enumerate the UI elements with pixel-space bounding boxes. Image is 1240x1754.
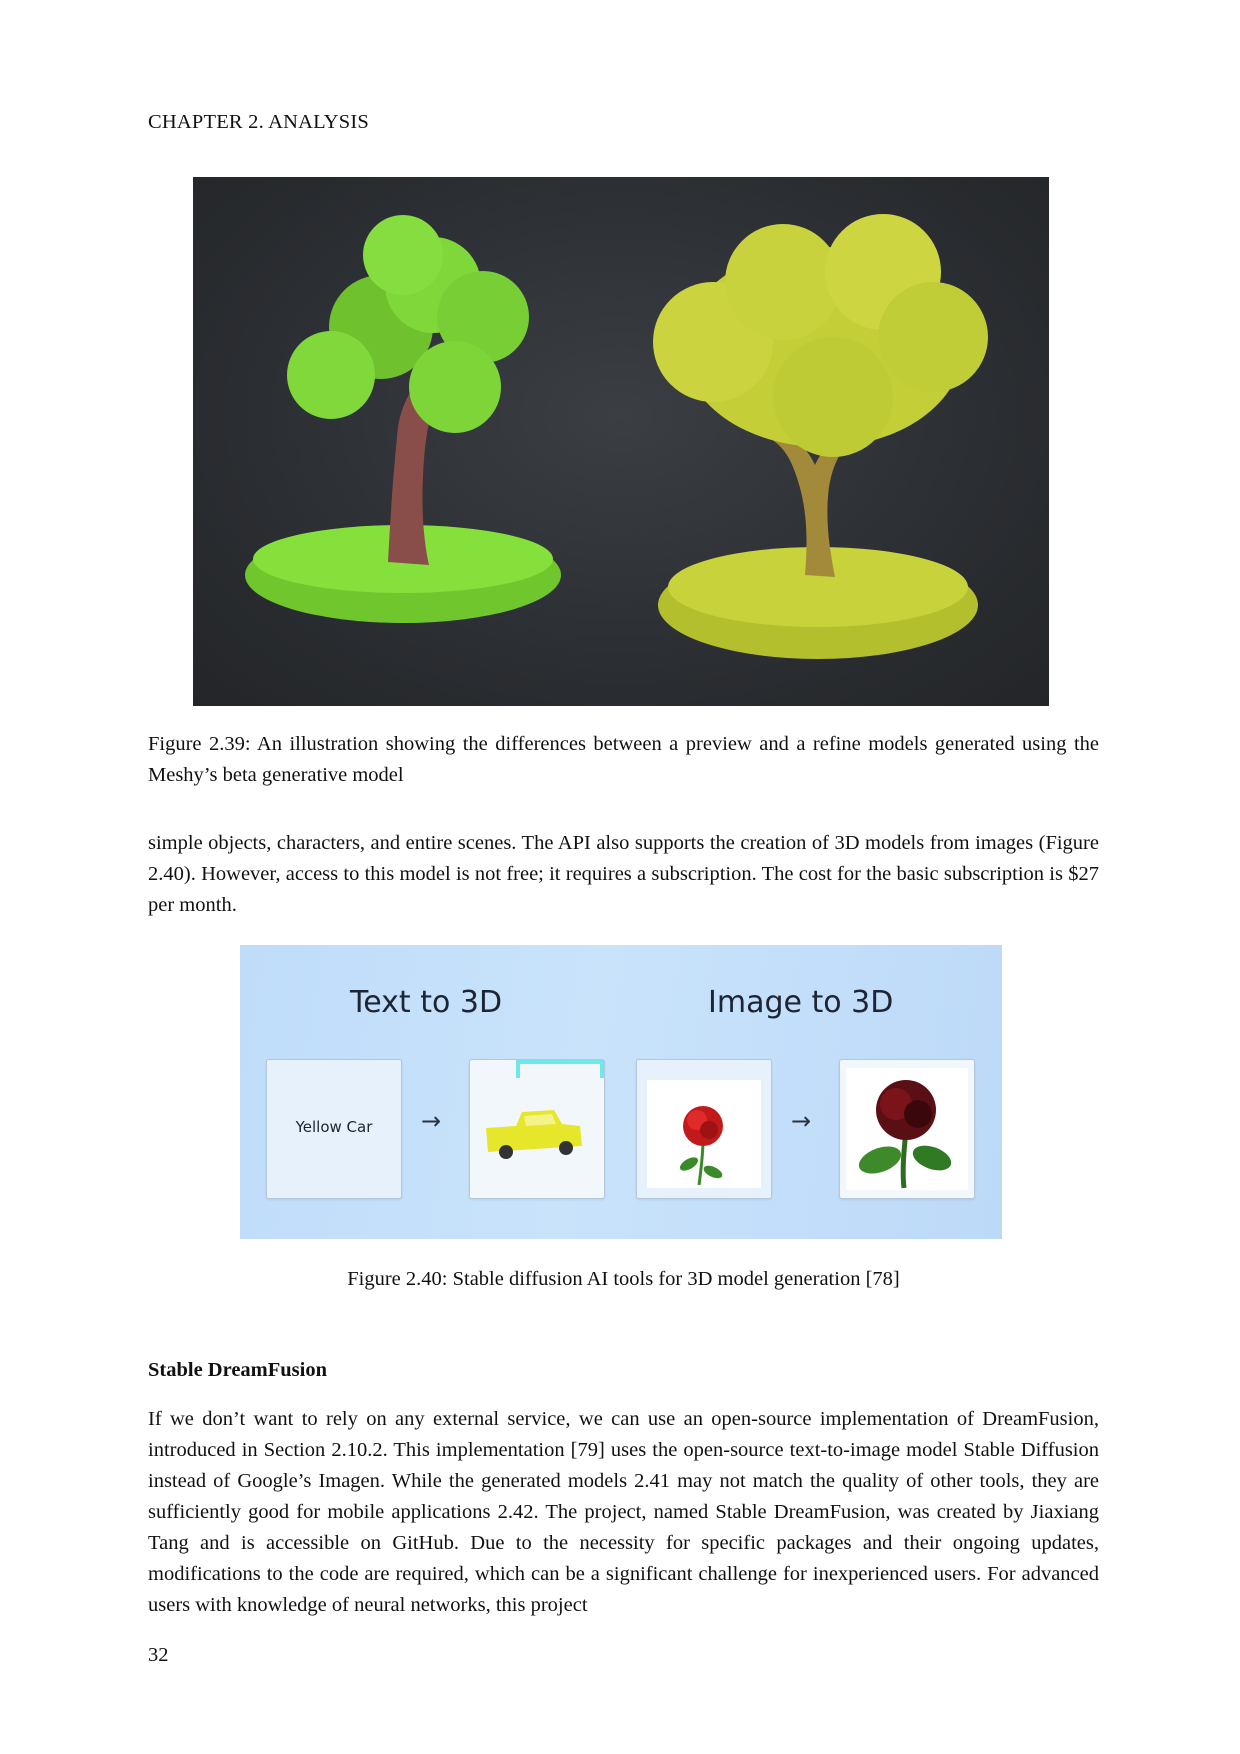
- generated-car-card: [469, 1059, 605, 1199]
- figure-2-39-image: [193, 177, 1049, 706]
- preview-tree-model: [245, 215, 561, 623]
- body-paragraph-2: If we don’t want to rely on any external service, we can use an open-source implementation of DreamFusion, introduced in Section 2.10.2. This implementation [79] uses the open-source text-to-image model Stable Diffusion instead of Google’s Imagen. While the generated models 2.41 may not match the quality of other tools, they are sufficiently good for mobile applications 2.42. The project, named Stable DreamFusion, was created by Jiaxiang Tang and is accessible on GitHub. Due to the necessity for specific packages and their ongoing updates, modifications to the code are required, which can be a significant challenge for inexperienced users. For advanced users with knowledge of neural networks, this project: [148, 1408, 1099, 1616]
- text-to-3d-title: Text to 3D: [350, 985, 503, 1020]
- yellow-car-model: [470, 1060, 604, 1198]
- text-prompt-card: [266, 1059, 402, 1199]
- figure-2-39-caption: Figure 2.39: An illustration showing the differences between a preview and a refine models generated using the Meshy’s beta generative model: [148, 733, 1099, 786]
- rose-3d-model: [840, 1060, 974, 1198]
- figure-2-40-image: [240, 945, 1002, 1239]
- rose-photo: [637, 1060, 771, 1198]
- arrow-icon: →: [791, 1107, 812, 1135]
- tree-models-illustration: [193, 177, 1049, 706]
- page-number: 32: [148, 1644, 169, 1666]
- figure-2-40-caption: Figure 2.40: Stable diffusion AI tools for 3D model generation [78]: [347, 1268, 900, 1290]
- refined-tree-model: [653, 214, 988, 659]
- section-heading: Stable DreamFusion: [148, 1359, 328, 1381]
- arrow-icon: →: [421, 1107, 442, 1135]
- image-to-3d-title: Image to 3D: [708, 985, 894, 1020]
- generated-rose-card: [839, 1059, 975, 1199]
- running-head: CHAPTER 2. ANALYSIS: [148, 111, 370, 133]
- body-paragraph-1: simple objects, characters, and entire scenes. The API also supports the creation of 3D models from images (Figure 2.40). However, access to this model is not free; it requires a subscription. The cost for the basic subscription is $27 per month.: [148, 832, 1099, 916]
- input-image-card: [636, 1059, 772, 1199]
- text-prompt-label: Yellow Car: [295, 1118, 373, 1136]
